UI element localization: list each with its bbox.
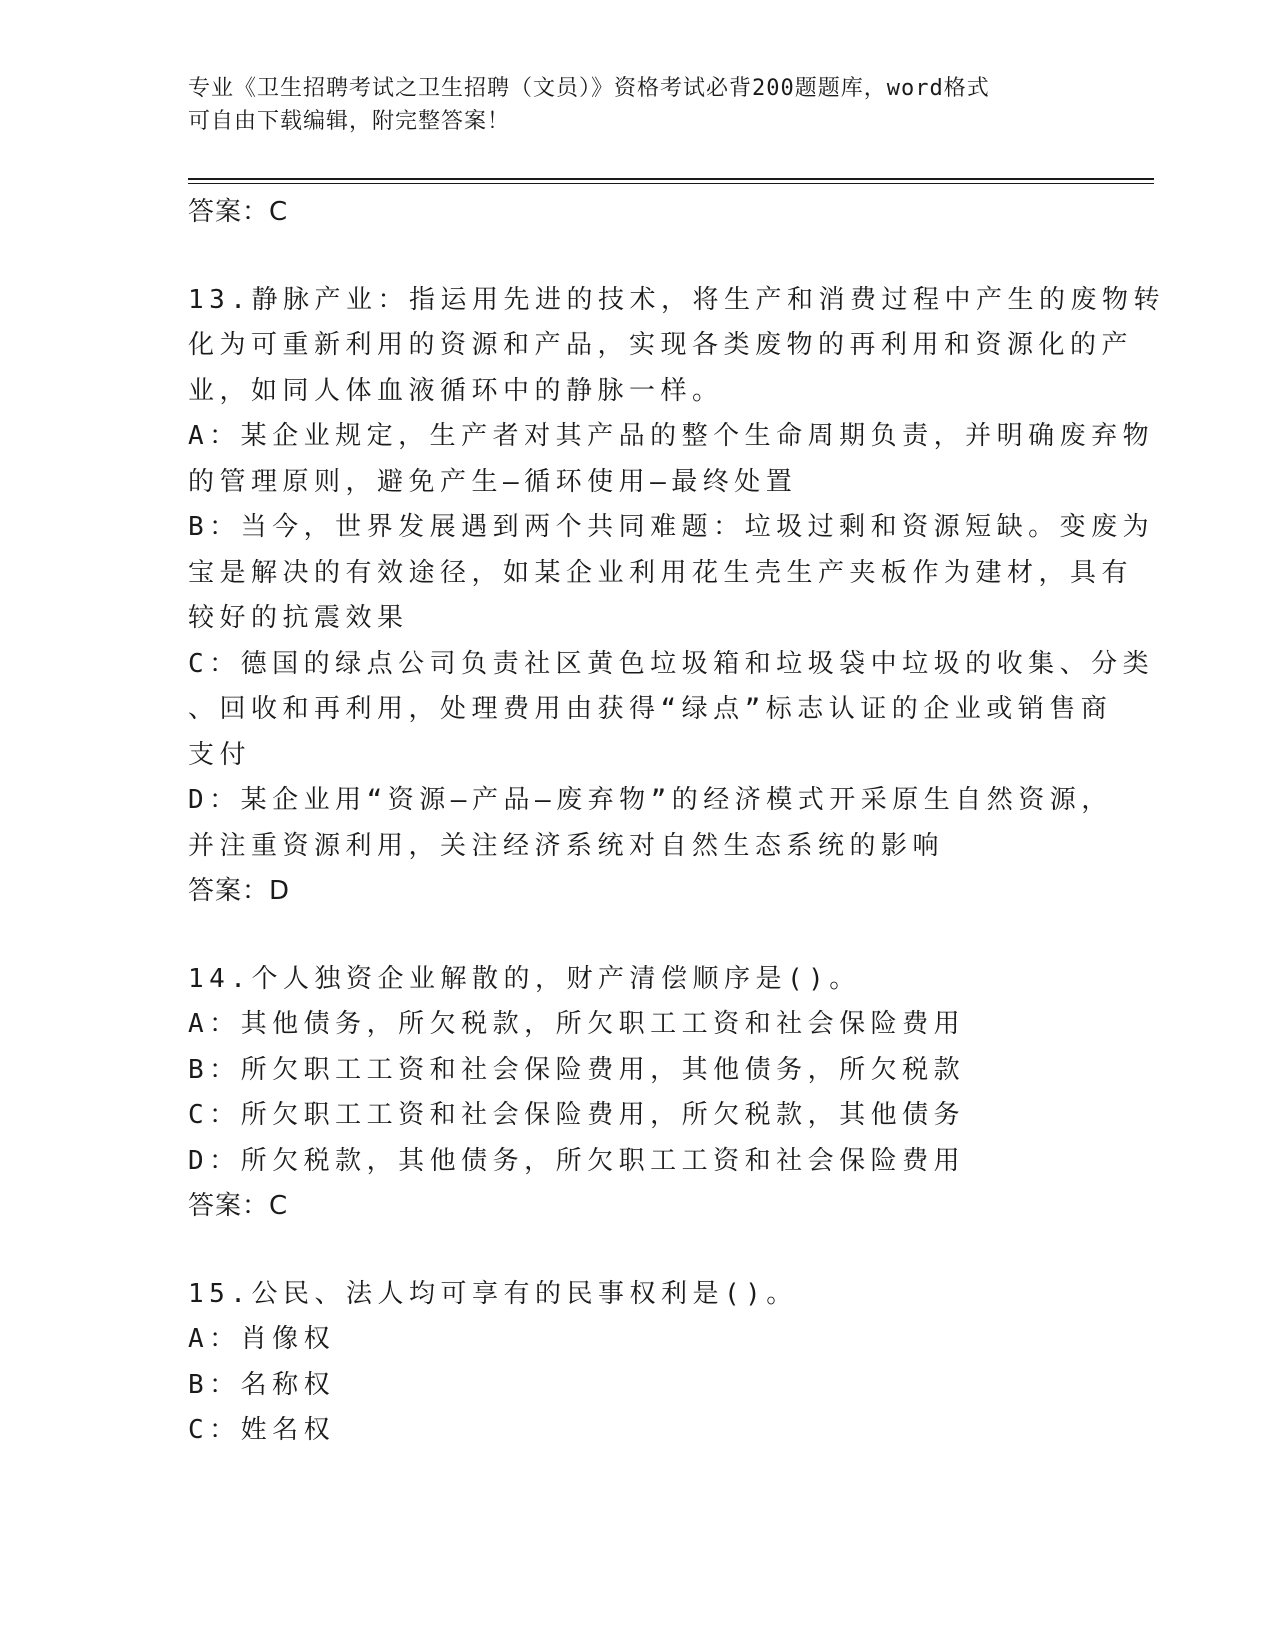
question-13-option-b-line-2: 宝是解决的有效途径，如某企业利用花生壳生产夹板作为建材，具有 xyxy=(188,557,1134,588)
question-14-answer: 答案：C xyxy=(188,1191,289,1221)
question-14-option-a: A：其他债务，所欠税款，所欠职工工资和社会保险费用 xyxy=(188,1009,966,1039)
question-15-text: 15.公民、法人均可享有的民事权利是()。 xyxy=(188,1278,798,1309)
question-13-option-c-line-3: 支付 xyxy=(188,739,252,770)
question-13-option-c-line-2: 、回收和再利用，处理费用由获得“绿点”标志认证的企业或销售商 xyxy=(188,694,1113,724)
question-13-option-a-line-1: A：某企业规定，生产者对其产品的整个生命周期负责，并明确废弃物 xyxy=(188,421,1155,451)
header-line-2: 可自由下载编辑，附完整答案！ xyxy=(188,109,511,134)
answer-previous: 答案：C xyxy=(188,197,289,227)
page-header xyxy=(188,72,1068,138)
question-14 xyxy=(188,957,1078,1230)
question-13-line-2: 化为可重新利用的资源和产品，实现各类废物的再利用和资源化的产 xyxy=(188,330,1134,360)
question-13-answer: 答案：D xyxy=(188,876,291,906)
question-13-line-1: 13.静脉产业：指运用先进的技术，将生产和消费过程中产生的废物转 xyxy=(188,284,1165,315)
question-15-option-c: C：姓名权 xyxy=(188,1415,336,1445)
question-15-option-a: A：肖像权 xyxy=(188,1324,336,1354)
question-13 xyxy=(188,278,1165,915)
question-13-option-d-line-2: 并注重资源利用，关注经济系统对自然生态系统的影响 xyxy=(188,830,945,861)
question-13-option-b-line-3: 较好的抗震效果 xyxy=(188,603,409,633)
header-line-1: 专业《卫生招聘考试之卫生招聘（文员）》资格考试必背200题题库，word格式 xyxy=(188,76,990,101)
question-13-option-d-line-1: D：某企业用“资源—产品—废弃物”的经济模式开采原生自然资源， xyxy=(188,785,1113,815)
question-14-option-d: D：所欠税款，其他债务，所欠职工工资和社会保险费用 xyxy=(188,1145,966,1176)
header-rule-thick xyxy=(188,178,1154,180)
question-15-option-b: B：名称权 xyxy=(188,1369,336,1400)
question-14-option-c: C：所欠职工工资和社会保险费用，所欠税款，其他债务 xyxy=(188,1100,966,1130)
document-body xyxy=(188,190,1165,1454)
question-15 xyxy=(188,1272,1078,1454)
question-13-option-a-line-2: 的管理原则，避免产生—循环使用—最终处置 xyxy=(188,466,798,497)
question-13-option-b-line-1: B：当今，世界发展遇到两个共同难题：垃圾过剩和资源短缺。变废为 xyxy=(188,512,1155,542)
question-13-line-3: 业，如同人体血液循环中的静脉一样。 xyxy=(188,375,724,406)
header-rule-thin xyxy=(188,183,1154,184)
question-14-option-b: B：所欠职工工资和社会保险费用，其他债务，所欠税款 xyxy=(188,1054,966,1085)
question-14-text: 14.个人独资企业解散的，财产清偿顺序是()。 xyxy=(188,963,861,994)
question-13-option-c-line-1: C：德国的绿点公司负责社区黄色垃圾箱和垃圾袋中垃圾的收集、分类 xyxy=(188,648,1155,679)
